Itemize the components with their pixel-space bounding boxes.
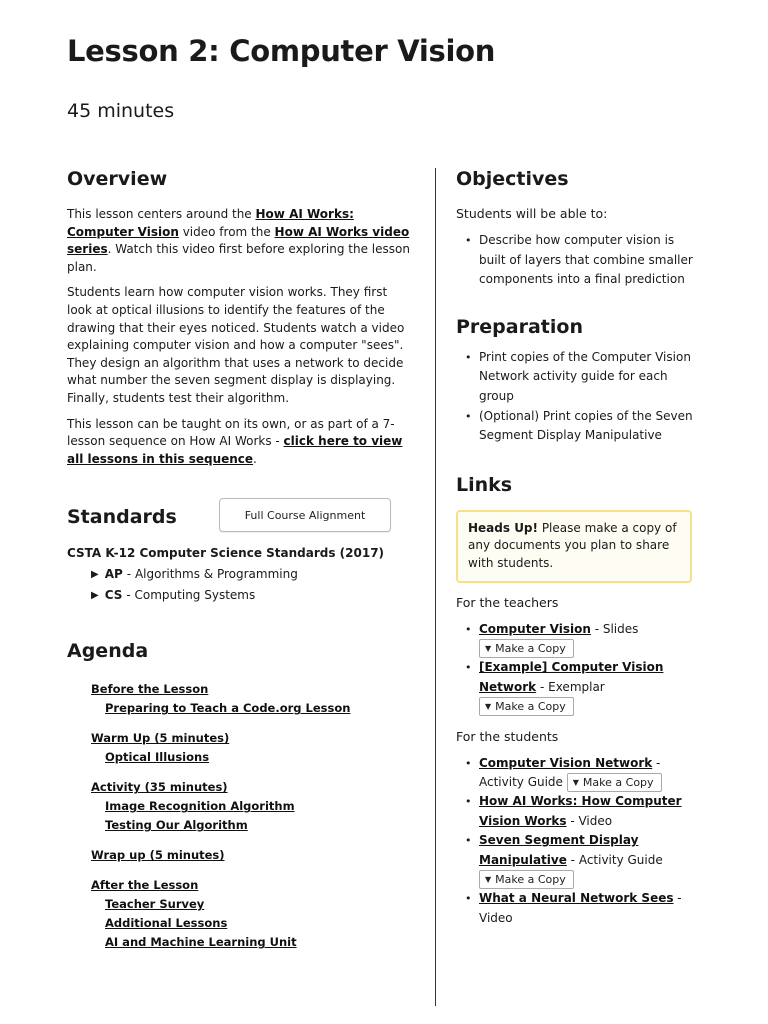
full-course-alignment-button[interactable]: Full Course Alignment (219, 498, 391, 532)
standards-framework: CSTA K-12 Computer Science Standards (2017) (67, 546, 385, 561)
agenda-subitem[interactable]: Preparing to Teach a Code.org Lesson (105, 701, 351, 716)
standard-item[interactable] (91, 567, 412, 581)
preparation-heading: Preparation (456, 315, 583, 338)
preparation-list (456, 348, 696, 446)
overview-text: This lesson centers around the (67, 207, 256, 221)
right-column (456, 168, 696, 928)
video-series-link[interactable]: How AI Works video series (67, 224, 410, 257)
resource-item (456, 620, 696, 659)
resource-item (456, 792, 696, 831)
heads-up-callout (456, 510, 692, 583)
agenda-item[interactable]: Before the Lesson (91, 682, 209, 697)
copy-label: Make a Copy (495, 699, 566, 713)
overview-paragraph-3 (67, 416, 412, 469)
agenda-list (91, 680, 412, 952)
view-sequence-link[interactable]: click here to view all lessons in this sequence (67, 434, 403, 466)
standards-header (67, 498, 412, 538)
resource-item (456, 831, 696, 889)
copy-label: Make a Copy (582, 775, 654, 789)
make-a-copy-button[interactable] (479, 870, 574, 889)
make-a-copy-button[interactable] (567, 773, 662, 792)
overview-text: video from the (178, 224, 275, 239)
resource-type: - Video (566, 813, 613, 828)
agenda-group (91, 680, 412, 718)
resource-type: - Activity Guide (479, 755, 661, 789)
resource-item (456, 658, 696, 716)
resource-item (456, 889, 696, 928)
overview-text: This lesson can be taught on its own, or as part of a 7-lesson sequence on How AI Works - (67, 416, 395, 449)
standard-item[interactable] (91, 588, 412, 602)
standard-code: CS (104, 588, 123, 603)
page-title: Lesson 2: Computer Vision (67, 34, 496, 68)
heads-up-text: Please make a copy of any documents you plan to share with students. (468, 520, 677, 570)
agenda-section (67, 640, 412, 952)
left-column (67, 168, 412, 963)
expand-triangle-icon[interactable]: ▶ (91, 589, 99, 601)
students-title: For the students (456, 728, 559, 744)
objective-item: • Describe how computer vision is built of layers that combine smaller components into a final prediction (456, 231, 696, 290)
preparation-item: • (Optional) Print copies of the Seven Segment Display Manipulative (456, 407, 696, 446)
make-a-copy-button[interactable] (479, 639, 574, 658)
agenda-item[interactable]: After the Lesson (91, 878, 199, 893)
resource-type: - Exemplar (536, 679, 605, 694)
agenda-subitem[interactable]: AI and Machine Learning Unit (105, 935, 297, 950)
agenda-group (91, 876, 412, 952)
agenda-item[interactable]: Wrap up (5 minutes) (91, 848, 225, 863)
agenda-subitem[interactable]: Teacher Survey (105, 897, 205, 912)
overview-paragraph-1 (67, 206, 412, 276)
resource-link[interactable]: [Example] Computer Vision Network (479, 660, 664, 694)
overview-text: . (253, 451, 257, 466)
agenda-subitem[interactable]: Optical Illusions (105, 750, 210, 765)
agenda-subitem[interactable]: Additional Lessons (105, 916, 228, 931)
lesson-duration: 45 minutes (67, 100, 175, 122)
caret-down-icon: ▼ (572, 777, 579, 787)
video-link[interactable]: How AI Works: Computer Vision (67, 207, 354, 239)
overview-text: . Watch this video first before exploring the lesson plan. (67, 242, 410, 274)
resource-type: - Slides (590, 621, 639, 636)
heads-up-label: Heads Up! (468, 520, 538, 535)
overview-heading: Overview (67, 168, 168, 190)
resource-link[interactable]: Computer Vision (479, 621, 591, 636)
make-a-copy-button[interactable] (479, 697, 574, 716)
resource-type: - Activity Guide (566, 852, 663, 867)
resource-type: - Video (479, 891, 682, 925)
resource-link[interactable]: Computer Vision Network (479, 755, 653, 770)
student-links (456, 754, 696, 929)
copy-label: Make a Copy (495, 641, 566, 655)
caret-down-icon: ▼ (485, 701, 492, 711)
agenda-item[interactable]: Warm Up (5 minutes) (91, 731, 230, 746)
resource-link[interactable]: Seven Segment Display Manipulative (479, 833, 639, 867)
standards-heading: Standards (67, 506, 177, 529)
agenda-subitem[interactable]: Image Recognition Algorithm (105, 799, 295, 814)
overview-section (67, 206, 412, 468)
agenda-subitem[interactable]: Testing Our Algorithm (105, 818, 248, 833)
standard-code: AP (104, 567, 123, 582)
agenda-group (91, 846, 412, 865)
links-heading: Links (456, 473, 513, 496)
objectives-heading: Objectives (456, 168, 569, 190)
agenda-group (91, 778, 412, 835)
resource-link[interactable]: What a Neural Network Sees (479, 891, 674, 906)
overview-paragraph-2: Students learn how computer vision works. They first look at optical illusions to identify the features of the drawing that their eyes noticed. Students watch a video explaining computer vision and how a computer "sees". They design an algorithm that uses a network to decide what number the seven segment display is displaying. Finally, students test their algorithm. (67, 285, 405, 405)
teachers-title: For the teachers (456, 594, 559, 610)
column-divider (435, 168, 436, 1006)
objectives-list (456, 231, 696, 290)
agenda-group (91, 729, 412, 767)
preparation-item: • Print copies of the Computer Vision Network activity guide for each group (456, 348, 696, 407)
teacher-links (456, 620, 696, 717)
caret-down-icon: ▼ (485, 643, 492, 653)
agenda-heading: Agenda (67, 640, 149, 663)
standard-label: - Computing Systems (126, 588, 256, 603)
copy-label: Make a Copy (495, 872, 566, 886)
agenda-item[interactable]: Activity (35 minutes) (91, 780, 228, 795)
standard-label: - Algorithms & Programming (126, 567, 298, 582)
caret-down-icon: ▼ (485, 874, 492, 884)
expand-triangle-icon[interactable]: ▶ (91, 568, 99, 580)
resource-item (456, 754, 696, 793)
resource-link[interactable]: How AI Works: How Computer Vision Works (479, 794, 682, 828)
objectives-intro: Students will be able to: (456, 206, 608, 221)
